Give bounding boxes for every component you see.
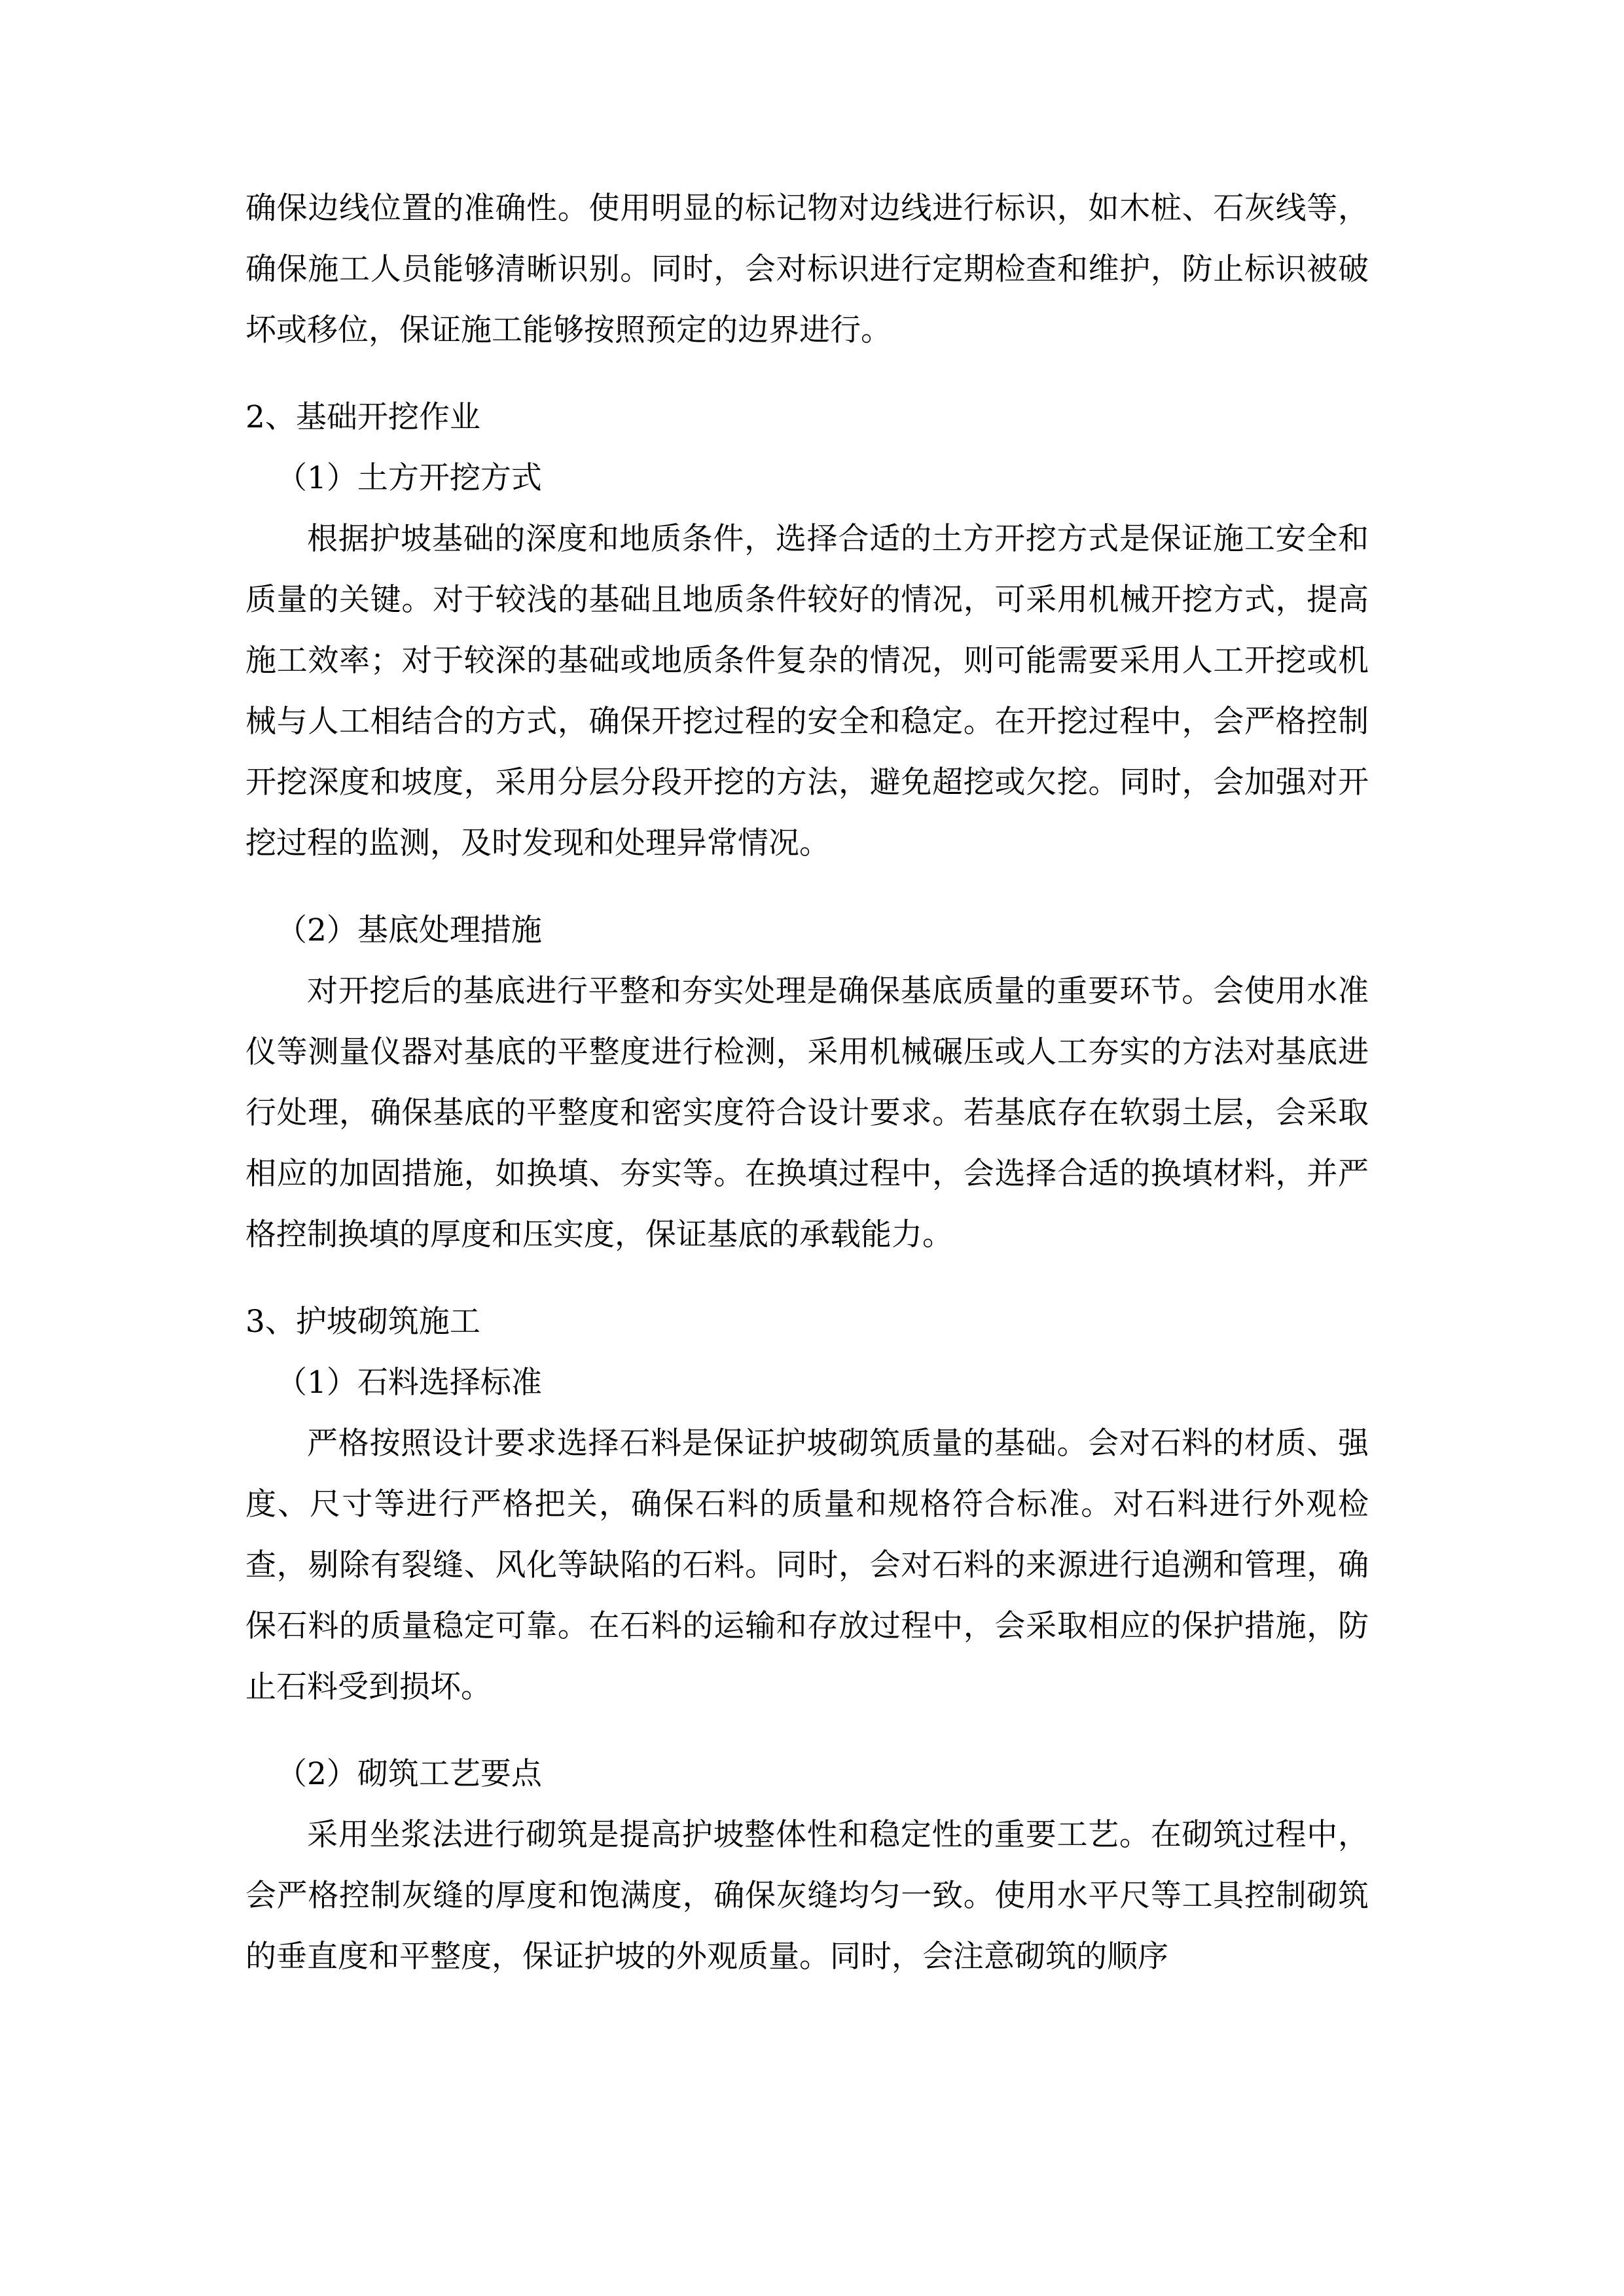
continuation-paragraph: 确保边线位置的准确性。使用明显的标记物对边线进行标识，如木桩、石灰线等，确保施工人员能够清晰识别。同时，会对标识进行定期检查和维护，防止标识被破坏或移位，保证施工能够按照预定的边界进行。 bbox=[245, 190, 1369, 348]
subsection-paragraph-2-1: 根据护坡基础的深度和地质条件，选择合适的土方开挖方式是保证施工安全和质量的关键。对于较浅的基础且地质条件较好的情况，可采用机械开挖方式，提高施工效率；对于较深的基础或地质条件复杂的情况，则可能需要采用人工开挖或机械与人工相结合的方式，确保开挖过程的安全和稳定。在开挖过程中，会严格控制开挖深度和坡度，采用分层分段开挖的方法，避免超挖或欠挖。同时，会加强对开挖过程的监测，及时发现和处理异常情况。 bbox=[245, 521, 1369, 861]
section-heading-3: 3、护坡砌筑施工 bbox=[245, 1304, 480, 1340]
subsection-paragraph-2-2: 对开挖后的基底进行平整和夯实处理是确保基底质量的重要环节。会使用水准仪等测量仪器对基底的平整度进行检测，采用机械碾压或人工夯实的方法对基底进行处理，确保基底的平整度和密实度符合设计要求。若基底存在软弱土层，会采取相应的加固措施，如换填、夯实等。在换填过程中，会选择合适的换填材料，并严格控制换填的厚度和压实度，保证基底的承载能力。 bbox=[245, 973, 1369, 1253]
subsection-paragraph-3-1: 严格按照设计要求选择石料是保证护坡砌筑质量的基础。会对石料的材质、强度、尺寸等进行严格把关，确保石料的质量和规格符合标准。对石料进行外观检查，剔除有裂缝、风化等缺陷的石料。同时，会对石料的来源进行追溯和管理，确保石料的质量稳定可靠。在石料的运输和存放过程中，会采取相应的保护措施，防止石料受到损坏。 bbox=[245, 1426, 1369, 1705]
subsection-heading-2-1: （1）土方开挖方式 bbox=[276, 460, 542, 496]
subsection-paragraph-3-2: 采用坐浆法进行砌筑是提高护坡整体性和稳定性的重要工艺。在砌筑过程中，会严格控制灰缝的厚度和饱满度，确保灰缝均匀一致。使用水平尺等工具控制砌筑的垂直度和平整度，保证护坡的外观质量。同时，会注意砌筑的顺序 bbox=[245, 1817, 1369, 1975]
section-heading-2: 2、基础开挖作业 bbox=[245, 399, 480, 435]
spacer bbox=[245, 1265, 1369, 1291]
document-text-body bbox=[245, 178, 1369, 1987]
subsection-heading-2-2: （2）基底处理措施 bbox=[276, 912, 542, 948]
spacer bbox=[245, 361, 1369, 387]
spacer bbox=[245, 874, 1369, 900]
subsection-heading-3-2: （2）砌筑工艺要点 bbox=[276, 1756, 542, 1792]
subsection-heading-3-1: （1）石料选择标准 bbox=[276, 1365, 542, 1401]
spacer bbox=[245, 1717, 1369, 1744]
